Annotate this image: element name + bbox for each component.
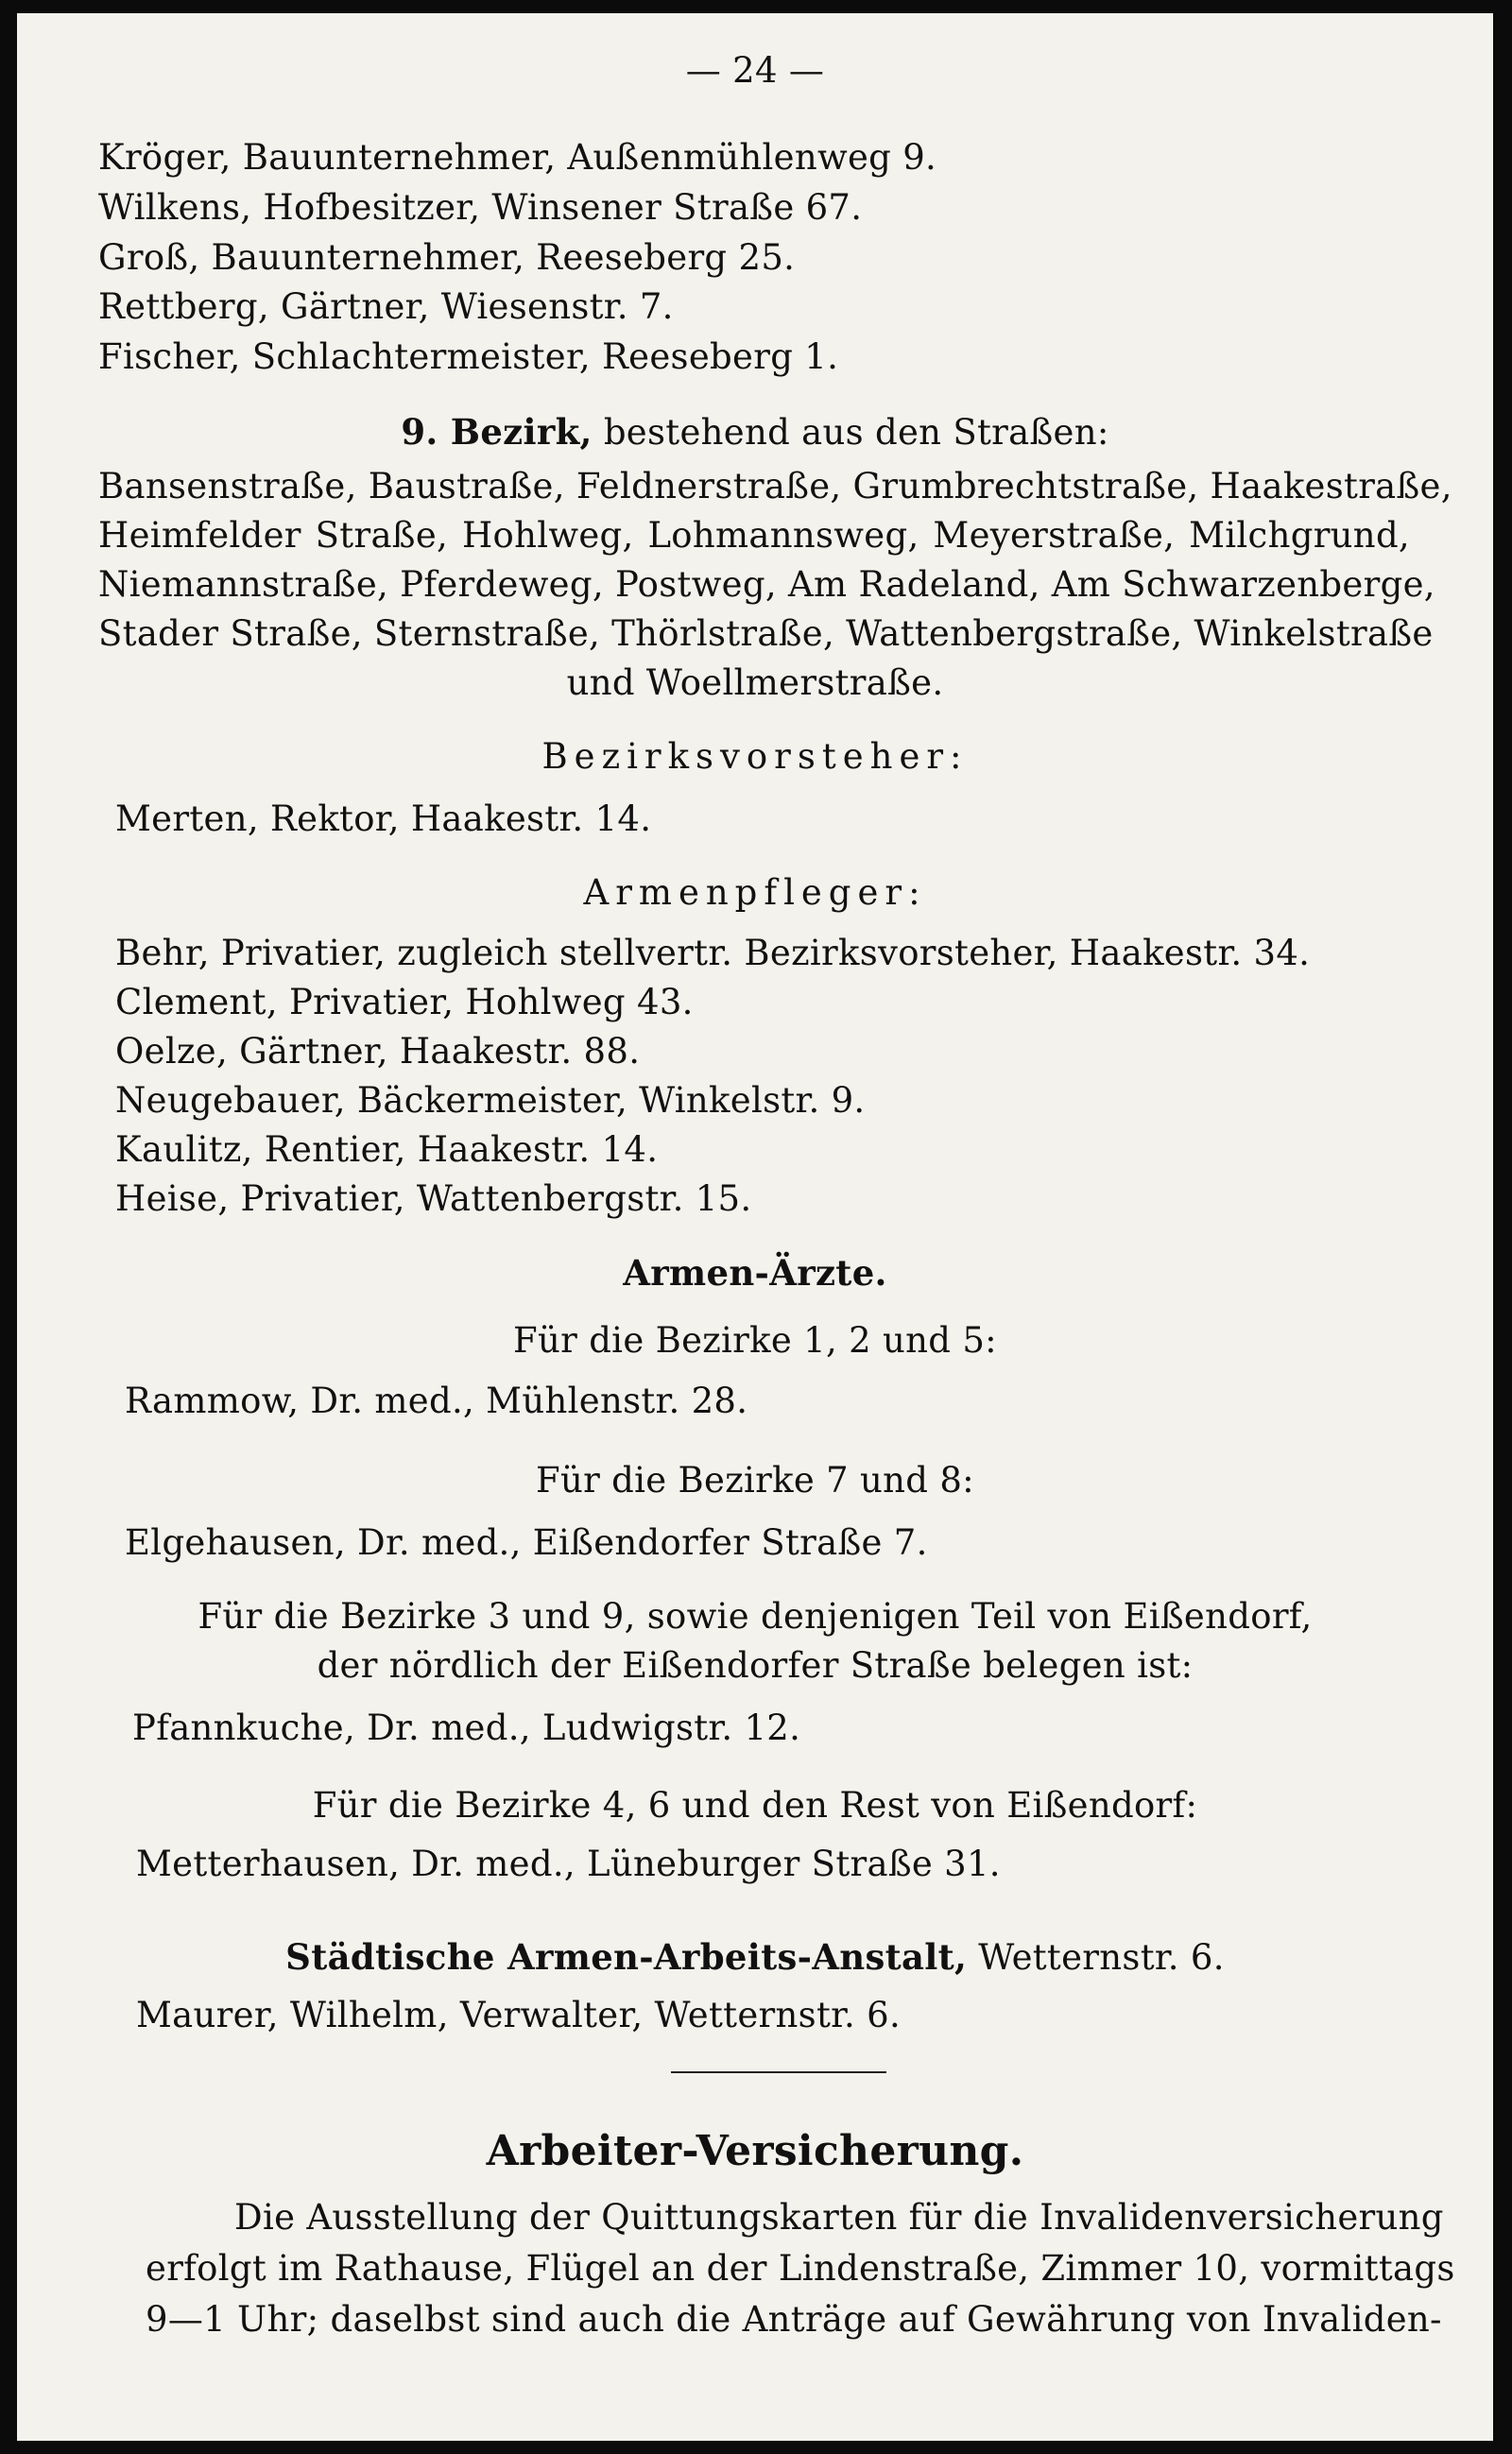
armenpfleger-entry: Oelze, Gärtner, Haakestr. 88.	[115, 1031, 641, 1072]
anstalt-address: Wetternstr. 6.	[978, 1937, 1225, 1978]
district-heading-rest: bestehend aus den Straßen:	[603, 412, 1109, 453]
section-divider	[671, 2071, 886, 2073]
armenpfleger-entry: Heise, Privatier, Wattenbergstr. 15.	[115, 1178, 752, 1219]
bezirksvorsteher-label: Bezirksvorsteher:	[541, 736, 969, 777]
street-list-line: Bansenstraße, Baustraße, Feldnerstraße, Grumbrechtstraße, Haakestraße,	[98, 466, 1452, 506]
street-list-line: Niemannstraße, Pferdeweg, Postweg, Am Radeland, Am Schwarzenberge,	[98, 564, 1435, 605]
aerzte-group-heading: Für die Bezirke 4, 6 und den Rest von Eißendorf:	[312, 1785, 1198, 1826]
entry-gross: Groß, Bauunternehmer, Reeseberg 25.	[98, 237, 796, 278]
doctor-entry: Rammow, Dr. med., Mühlenstr. 28.	[125, 1381, 748, 1421]
armenpfleger-entry: Clement, Privatier, Hohlweg 43.	[115, 982, 694, 1022]
armenpfleger-entry: Neugebauer, Bäckermeister, Winkelstr. 9.	[115, 1080, 866, 1121]
entry-wilkens: Wilkens, Hofbesitzer, Winsener Straße 67.	[98, 187, 863, 228]
anstalt-heading	[17, 1935, 1493, 1980]
doctor-entry: Elgehausen, Dr. med., Eißendorfer Straße 7.	[125, 1522, 928, 1563]
versicherung-text-line: Die Ausstellung der Quittungskarten für die Invalidenversicherung	[234, 2197, 1444, 2238]
entry-rettberg: Rettberg, Gärtner, Wiesenstr. 7.	[98, 286, 674, 327]
street-list-line: Stader Straße, Sternstraße, Thörlstraße, Wattenbergstraße, Winkelstraße	[98, 613, 1434, 654]
armenpfleger-label: Armenpfleger:	[583, 872, 927, 913]
bezirksvorsteher-entry: Merten, Rektor, Haakestr. 14.	[115, 798, 652, 839]
aerzte-group-heading: Für die Bezirke 3 und 9, sowie denjenigen Teil von Eißendorf,	[198, 1596, 1313, 1637]
document-page	[17, 13, 1493, 2441]
versicherung-title: Arbeiter-Versicherung.	[486, 2127, 1024, 2175]
district-number: 9. Bezirk,	[401, 411, 593, 453]
armen-aerzte-title: Armen-Ärzte.	[623, 1252, 887, 1294]
doctor-entry: Metterhausen, Dr. med., Lüneburger Straße 31.	[136, 1844, 1001, 1884]
anstalt-name: Städtische Armen-Arbeits-Anstalt,	[285, 1936, 968, 1978]
entry-fischer: Fischer, Schlachtermeister, Reeseberg 1.	[98, 336, 839, 377]
doctor-entry: Pfannkuche, Dr. med., Ludwigstr. 12.	[132, 1708, 801, 1748]
aerzte-group-heading: der nördlich der Eißendorfer Straße belegen ist:	[317, 1645, 1194, 1686]
versicherung-text-line: 9—1 Uhr; daselbst sind auch die Anträge auf Gewährung von Invaliden-	[146, 2299, 1442, 2340]
armenpfleger-entry: Kaulitz, Rentier, Haakestr. 14.	[115, 1129, 659, 1170]
street-list-line: Heimfelder Straße, Hohlweg, Lohmannsweg, Meyerstraße, Milchgrund,	[98, 515, 1410, 556]
versicherung-text-line: erfolgt im Rathause, Flügel an der Lindenstraße, Zimmer 10, vormittags	[146, 2248, 1455, 2289]
armenpfleger-entry: Behr, Privatier, zugleich stellvertr. Bezirksvorsteher, Haakestr. 34.	[115, 933, 1311, 973]
page-number: — 24 —	[685, 50, 825, 91]
anstalt-entry: Maurer, Wilhelm, Verwalter, Wetternstr. 6.	[136, 1995, 902, 2035]
aerzte-group-heading: Für die Bezirke 7 und 8:	[536, 1460, 974, 1501]
street-list-last: und Woellmerstraße.	[566, 662, 944, 703]
entry-kroeger: Kröger, Bauunternehmer, Außenmühlenweg 9.	[98, 137, 937, 178]
aerzte-group-heading: Für die Bezirke 1, 2 und 5:	[513, 1320, 997, 1361]
district-heading	[17, 410, 1493, 455]
